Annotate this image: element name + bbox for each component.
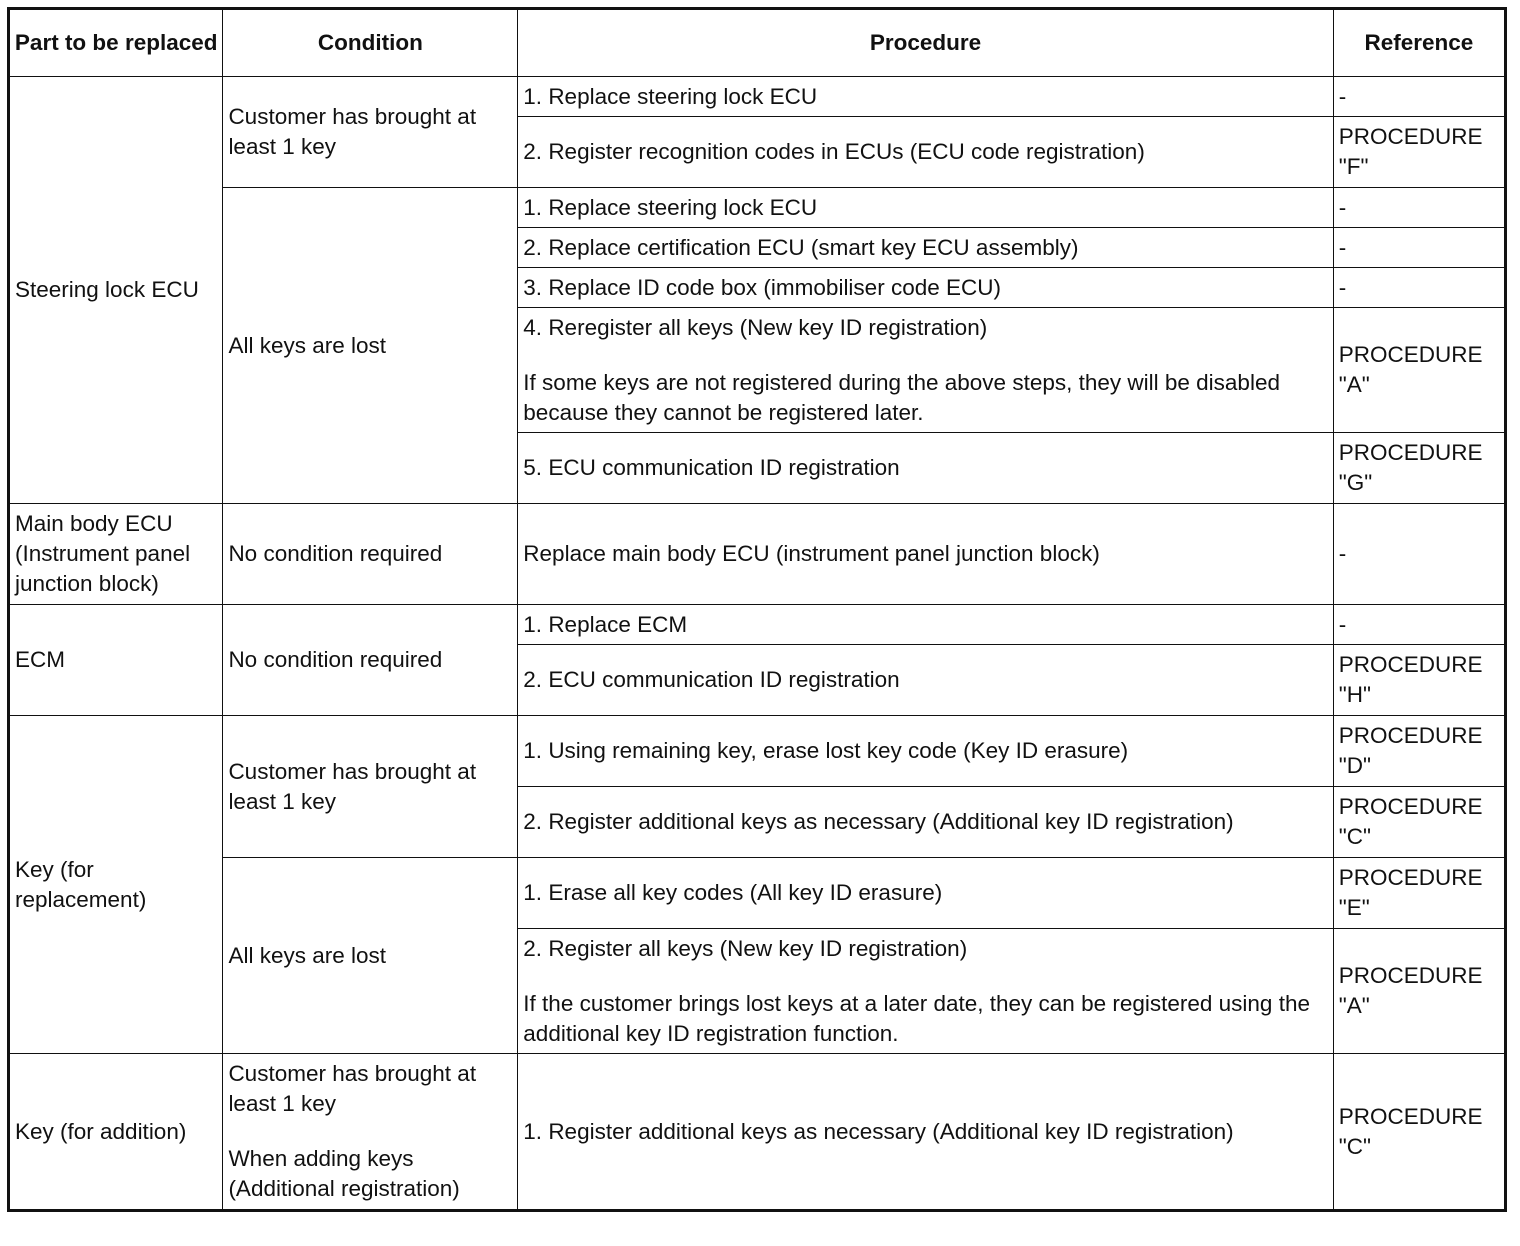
reference-cell: PROCEDURE "D": [1333, 716, 1505, 787]
table-row: [9, 716, 1506, 787]
condition-line: When adding keys (Additional registration): [228, 1146, 460, 1201]
reference-cell: PROCEDURE "C": [1333, 1054, 1505, 1211]
reference-cell: -: [1333, 504, 1505, 605]
reference-cell: -: [1333, 228, 1505, 268]
procedure-cell: [518, 929, 1334, 1054]
reference-cell: -: [1333, 268, 1505, 308]
reference-cell: PROCEDURE "H": [1333, 645, 1505, 716]
condition-cell: All keys are lost: [223, 858, 518, 1054]
condition-cell: All keys are lost: [223, 188, 518, 504]
header-procedure: Procedure: [518, 9, 1334, 77]
reference-cell: PROCEDURE "C": [1333, 787, 1505, 858]
header-condition: Condition: [223, 9, 518, 77]
procedure-cell: 1. Replace ECM: [518, 605, 1334, 645]
part-cell: Key (for addition): [9, 1054, 223, 1211]
part-cell: Main body ECU (Instrument panel junction block): [9, 504, 223, 605]
procedure-table-wrapper: [7, 7, 1507, 1212]
reference-cell: PROCEDURE "A": [1333, 929, 1505, 1054]
condition-cell: [223, 1054, 518, 1211]
procedure-cell: 5. ECU communication ID registration: [518, 433, 1334, 504]
condition-cell: No condition required: [223, 504, 518, 605]
reference-cell: PROCEDURE "F": [1333, 117, 1505, 188]
table-row: [9, 188, 1506, 228]
procedure-note: If the customer brings lost keys at a later date, they can be registered using the additional key ID registration function.: [523, 990, 1310, 1046]
procedure-note: If some keys are not registered during the above steps, they will be disabled because they cannot be registered later.: [523, 369, 1280, 425]
procedure-cell: 1. Erase all key codes (All key ID erasure): [518, 858, 1334, 929]
procedure-cell: 1. Register additional keys as necessary (Additional key ID registration): [518, 1054, 1334, 1211]
header-reference: Reference: [1333, 9, 1505, 77]
procedure-cell: 3. Replace ID code box (immobiliser code ECU): [518, 268, 1334, 308]
reference-cell: -: [1333, 188, 1505, 228]
condition-cell: No condition required: [223, 605, 518, 716]
reference-cell: -: [1333, 77, 1505, 117]
procedure-cell: 1. Replace steering lock ECU: [518, 77, 1334, 117]
procedure-cell: 2. Replace certification ECU (smart key ECU assembly): [518, 228, 1334, 268]
key-registration-table: [7, 7, 1507, 1212]
procedure-cell: 2. ECU communication ID registration: [518, 645, 1334, 716]
procedure-step: 2. Register all keys (New key ID registration): [523, 935, 968, 961]
procedure-cell: 2. Register recognition codes in ECUs (ECU code registration): [518, 117, 1334, 188]
reference-cell: PROCEDURE "E": [1333, 858, 1505, 929]
procedure-cell: [518, 308, 1334, 433]
condition-cell: Customer has brought at least 1 key: [223, 77, 518, 188]
procedure-cell: Replace main body ECU (instrument panel junction block): [518, 504, 1334, 605]
table-row: [9, 858, 1506, 929]
reference-cell: -: [1333, 605, 1505, 645]
header-part: Part to be replaced: [9, 9, 223, 77]
header-row: [9, 9, 1506, 77]
reference-cell: PROCEDURE "G": [1333, 433, 1505, 504]
procedure-cell: 1. Using remaining key, erase lost key code (Key ID erasure): [518, 716, 1334, 787]
procedure-step: 4. Reregister all keys (New key ID registration): [523, 314, 988, 340]
table-row: [9, 605, 1506, 645]
table-row: [9, 1054, 1506, 1211]
table-row: [9, 504, 1506, 605]
table-row: [9, 77, 1506, 117]
procedure-cell: 1. Replace steering lock ECU: [518, 188, 1334, 228]
part-cell: Steering lock ECU: [9, 77, 223, 504]
part-cell: ECM: [9, 605, 223, 716]
condition-line: Customer has brought at least 1 key: [228, 1061, 477, 1116]
part-cell: Key (for replacement): [9, 716, 223, 1054]
reference-cell: PROCEDURE "A": [1333, 308, 1505, 433]
condition-cell: Customer has brought at least 1 key: [223, 716, 518, 858]
procedure-cell: 2. Register additional keys as necessary (Additional key ID registration): [518, 787, 1334, 858]
